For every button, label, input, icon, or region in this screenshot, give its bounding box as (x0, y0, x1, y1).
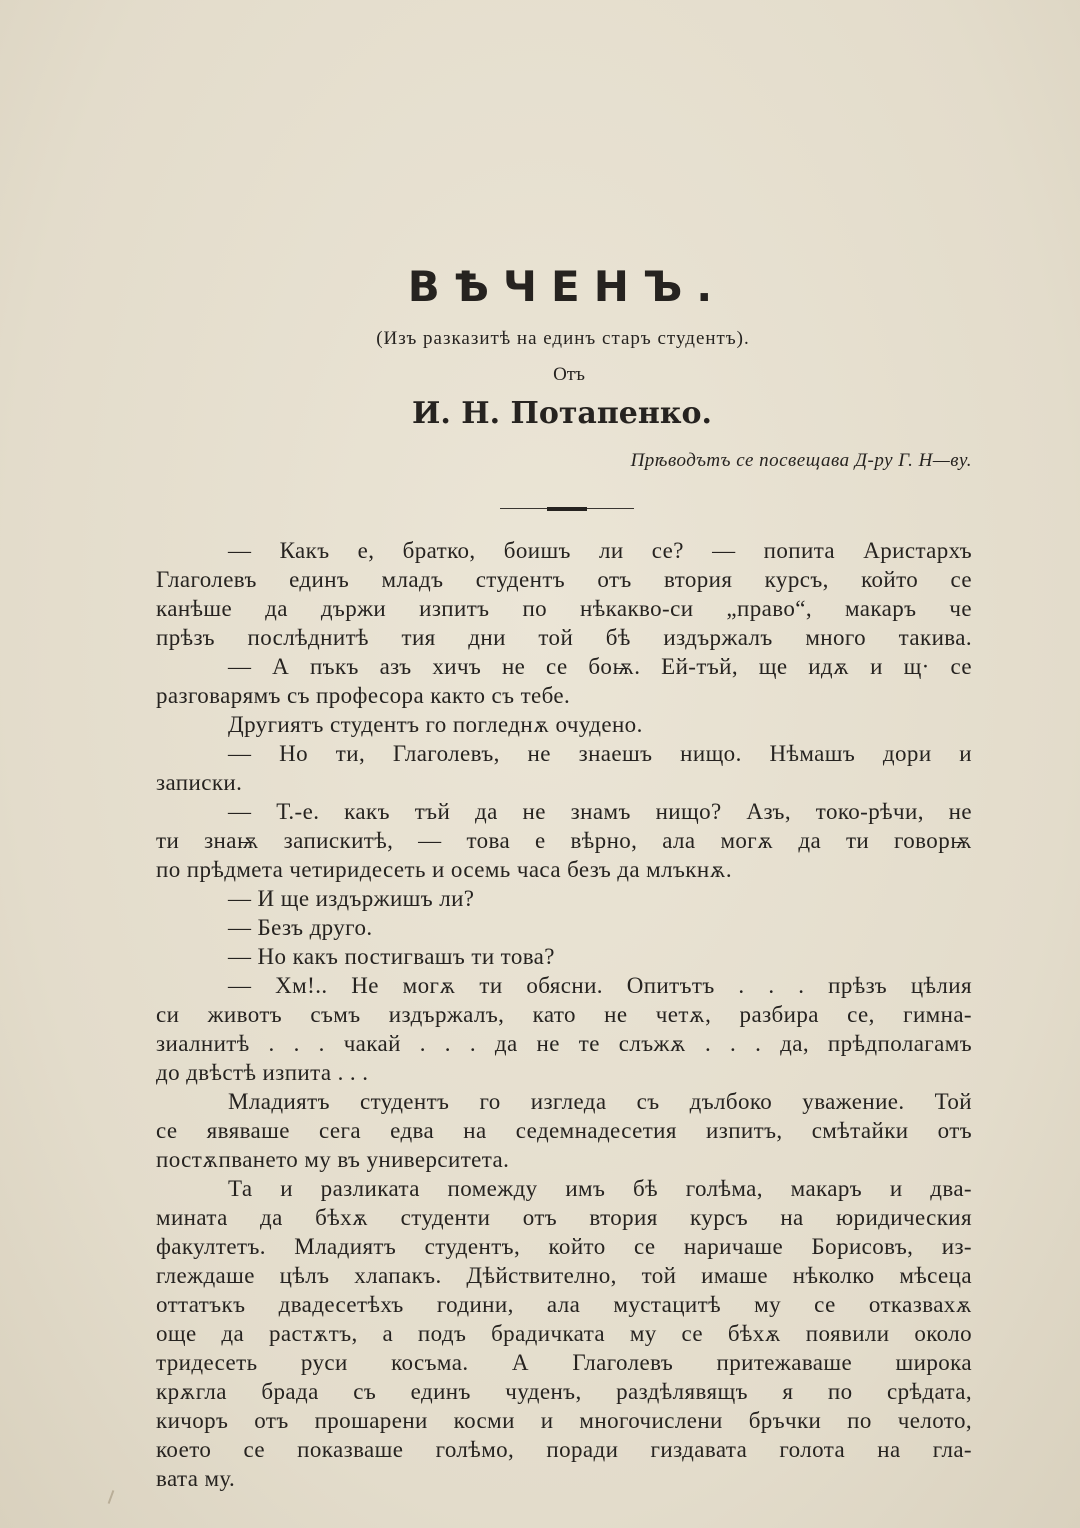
text-line: ти знаѭ запискитѣ, — това е вѣрно, ала могѫ да ти говорѭ (156, 828, 972, 853)
text-line: по прѣдмета четиридесеть и осемь часа безъ да млъкнѫ. (156, 857, 733, 882)
text-line: си животъ съмъ издържалъ, като не четѫ, разбира се, гимна- (156, 1002, 972, 1027)
text-line: — А пъкъ азъ хичъ не се боѭ. Ей-тъй, ще идѫ и щ· се (228, 654, 972, 679)
text-line: — Но ти, Глаголевъ, не знаешъ нищо. Нѣмашъ дори и (228, 741, 972, 766)
text-line: глеждаше цѣлъ хлапакъ. Дѣйствително, той имаше нѣколко мѣсеца (156, 1263, 972, 1288)
text-line: — Т.-е. какъ тъй да не знамъ нищо? Азъ, токо-рѣчи, не (228, 799, 972, 824)
text-line: още да растѫтъ, а подъ брадичката му се бѣхѫ появили около (156, 1321, 972, 1346)
text-line: вата му. (156, 1466, 236, 1491)
text-line: — Но какъ постигвашъ ти това? (228, 944, 555, 969)
ornamental-divider (500, 506, 634, 512)
paper-speck (108, 1490, 115, 1504)
text-line: което се показваше голѣмо, поради гиздавата голота на гла- (156, 1437, 972, 1462)
text-line: разговарямъ съ професора както съ тебе. (156, 683, 571, 708)
text-line: прѣзъ послѣднитѣ тия дни той бѣ издържалъ много такива. (156, 625, 972, 650)
from-label: Отъ (553, 364, 585, 385)
text-line: Младиятъ студентъ го изгледа съ дълбоко уважение. Той (228, 1089, 972, 1114)
text-line: до двѣстѣ изпита . . . (156, 1060, 369, 1085)
text-line: записки. (156, 770, 243, 795)
text-line: зиалнитѣ . . . чакай . . . да не те слъжѫ . . . да, прѣдполагамъ (156, 1031, 972, 1056)
author-name: И. Н. Потапенко. (412, 396, 712, 431)
divider-thick-rule (547, 507, 587, 511)
text-line: мината да бѣхѫ студенти отъ втория курсъ на юридическия (156, 1205, 972, 1230)
text-line: — И ще издържишъ ли? (228, 886, 475, 911)
text-line: тридесеть руси косъма. А Глаголевъ притежаваше широка (156, 1350, 972, 1375)
story-subtitle: (Изъ разказитѣ на единъ старъ студентъ). (376, 328, 750, 349)
text-line: факултетъ. Младиятъ студентъ, който се наричаше Борисовъ, из- (156, 1234, 972, 1259)
text-line: — Безъ друго. (228, 915, 373, 940)
text-line: кичоръ отъ прошарени косми и многочислени бръчки по челото, (156, 1408, 972, 1433)
text-line: оттатъкъ двадесетѣхъ години, ала мустацитѣ му се отказвахѫ (156, 1292, 972, 1317)
text-line: Другиятъ студентъ го погледнѫ очудено. (228, 712, 643, 737)
story-title: ВѢЧЕНЪ. (407, 262, 727, 311)
dedication: Прѣводътъ се посвещава Д-ру Г. Н—ву. (630, 450, 972, 471)
text-line: — Хм!.. Не могѫ ти обясни. Опитътъ . . . прѣзъ цѣлия (228, 973, 972, 998)
text-line: канѣше да държи изпитъ по нѣкакво-си „право“, макаръ че (156, 596, 972, 621)
text-line: — Какъ е, братко, боишъ ли се? — попита Аристархъ (228, 538, 972, 563)
text-line: се явяваше сега едва на седемнадесетия изпитъ, смѣтайки отъ (156, 1118, 972, 1143)
text-line: Глаголевъ единъ младъ студентъ отъ втория курсъ, който се (156, 567, 972, 592)
text-line: крѫгла брада съ единъ чуденъ, раздѣлявящъ я по срѣдата, (156, 1379, 972, 1404)
text-line: постѫпването му въ университета. (156, 1147, 510, 1172)
story-body (156, 536, 972, 1493)
text-line: Та и разликата помежду имъ бѣ голѣма, макаръ и два- (228, 1176, 972, 1201)
